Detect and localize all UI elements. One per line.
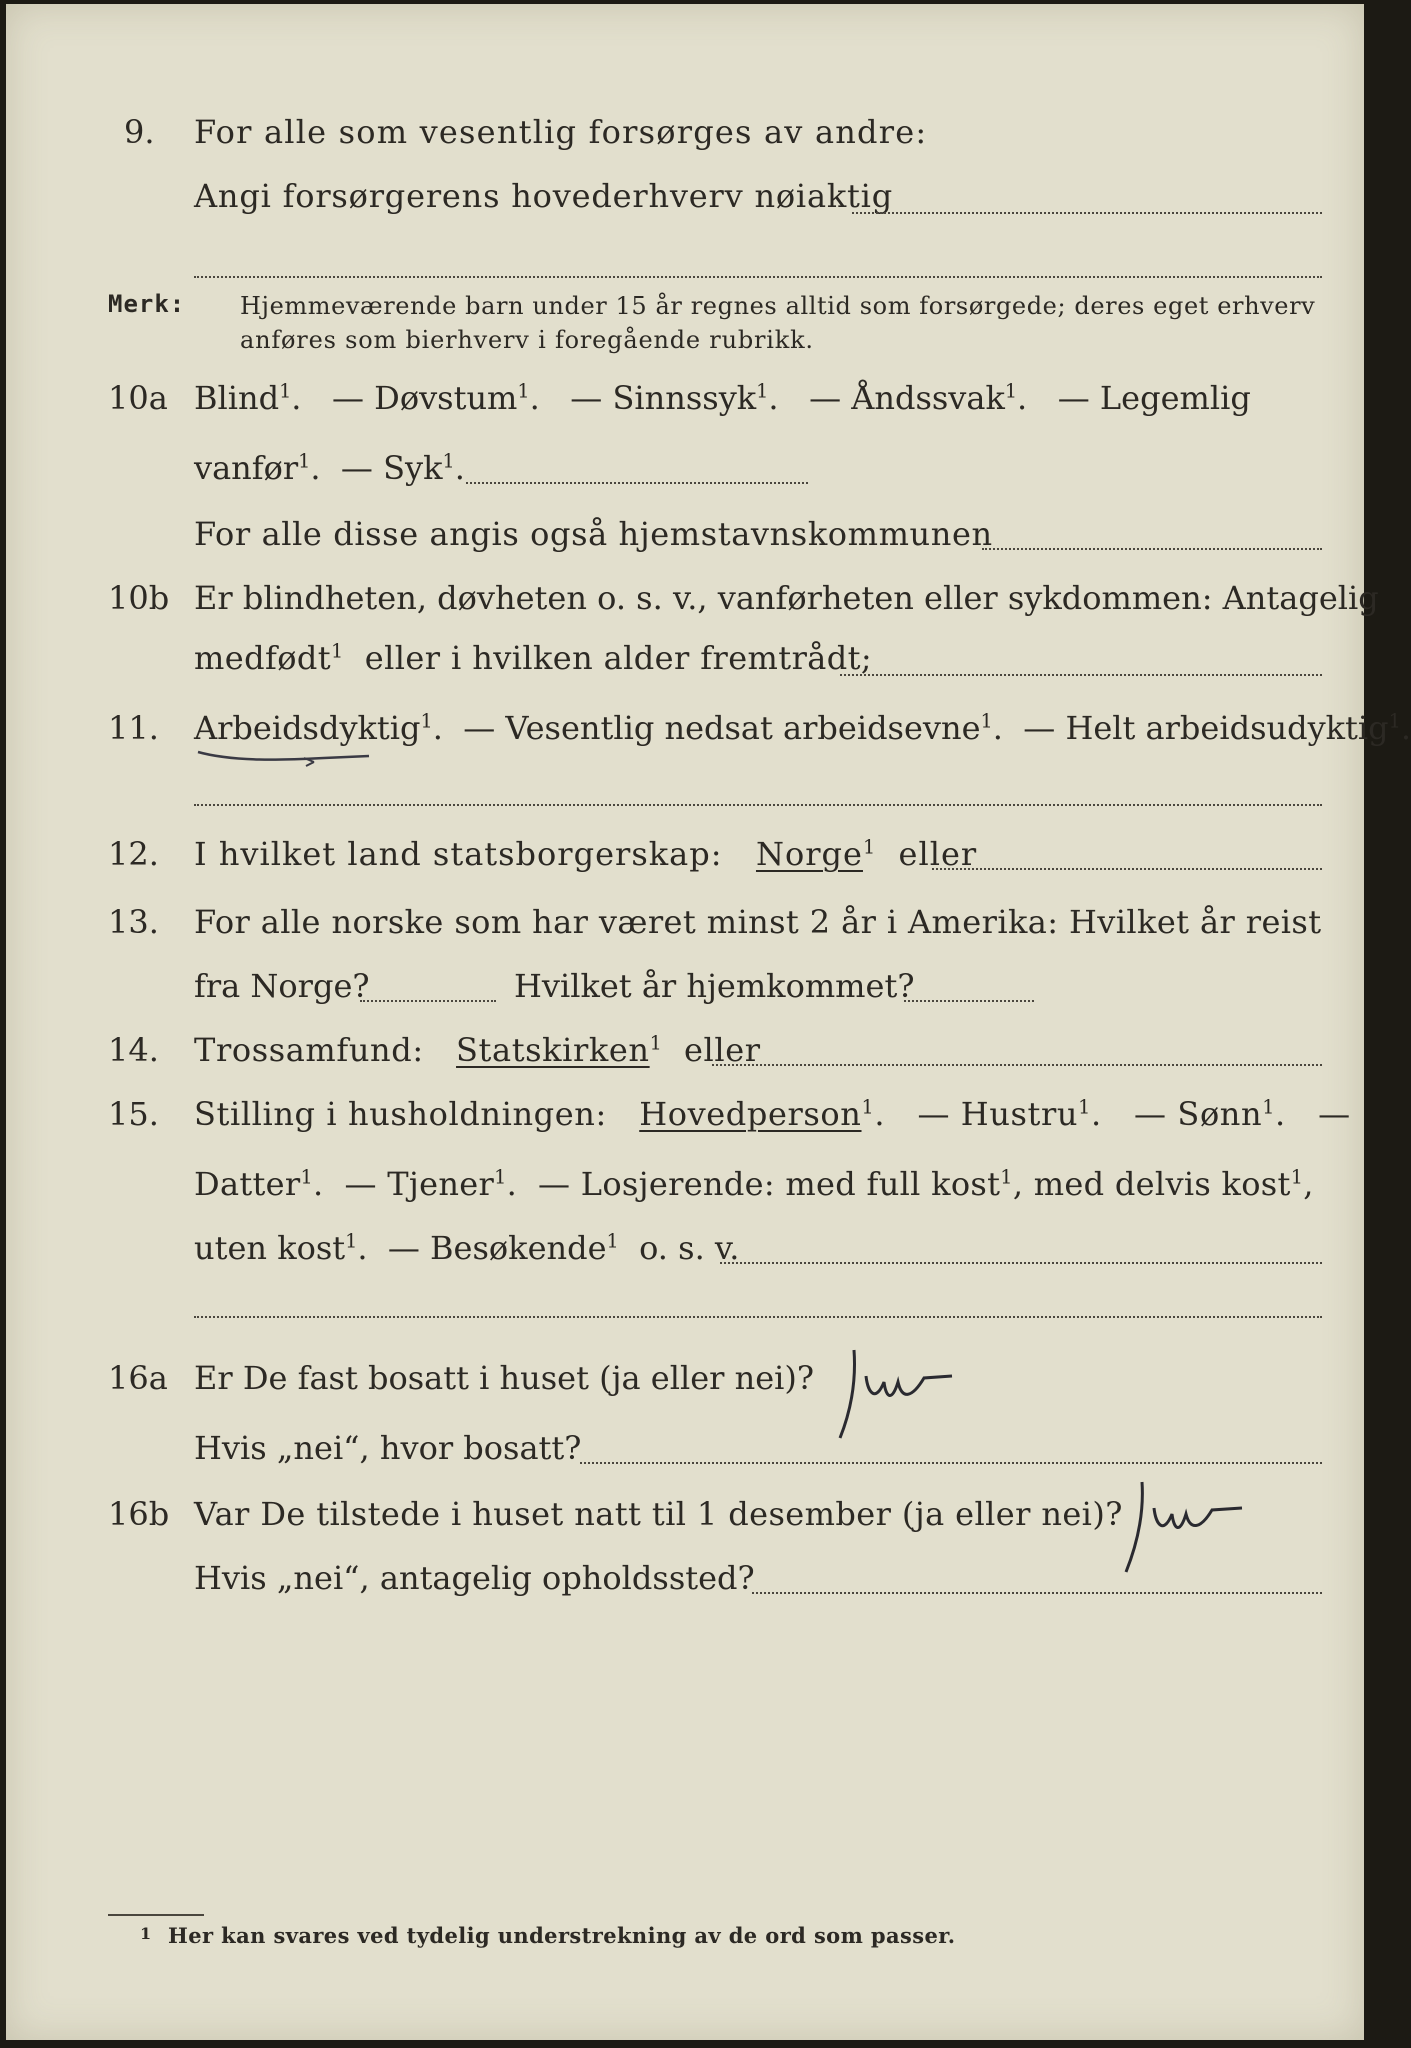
q13-hjemkommet: Hvilket år hjemkommet?: [514, 967, 915, 1005]
q10a-vanfor: vanfør: [194, 449, 299, 487]
footnote-rule: [108, 1914, 204, 1916]
q10a-syk: — Syk: [340, 449, 443, 487]
q10a-dovstum: — Døvstum: [331, 379, 518, 417]
q13-fra-norge: fra Norge?: [194, 967, 370, 1005]
q10a-legemlig: — Legemlig: [1057, 379, 1251, 417]
q12-norge: Norge: [755, 835, 863, 873]
q16b-line2: Hvis „nei“, antagelig opholdssted?: [194, 1559, 755, 1597]
q16b-number: 16b: [108, 1495, 170, 1533]
q16a-handwritten-answer: [832, 1338, 972, 1448]
q10a-vanfor-footnote-mark: 1: [298, 449, 311, 473]
q15-fullkost-footnote-mark: 1: [1000, 1165, 1013, 1189]
q15-uten-footnote-mark: 1: [345, 1229, 358, 1253]
q11-opt3-footnote-mark: 1: [1388, 709, 1401, 733]
q15-answer-line: [720, 1262, 1322, 1264]
q15-datter-footnote-mark: 1: [300, 1165, 314, 1189]
q10a-blind: Blind: [194, 379, 280, 417]
q16b-handwritten-answer: [1114, 1472, 1264, 1582]
census-form-page: [6, 4, 1411, 2040]
q10b-medfodt: medfødt: [194, 639, 332, 677]
q10a-andssvak-footnote-mark: 1: [1004, 379, 1018, 403]
q13-number: 13.: [108, 903, 159, 941]
q13-hjem-answer-line: [904, 1000, 1034, 1002]
merk-label: Merk:: [108, 290, 186, 318]
q10a-syk-footnote-mark: 1: [442, 449, 455, 473]
q12-eller: eller: [898, 835, 978, 873]
q14-answer-line: [712, 1064, 1322, 1066]
q14-line: [194, 1030, 761, 1070]
q9-line1: For alle som vesentlig forsørges av andre:: [194, 113, 928, 151]
q14-statskirken: Statskirken: [456, 1031, 650, 1069]
q10a-dovstum-footnote-mark: 1: [517, 379, 530, 403]
q14-label: Trossamfund:: [194, 1031, 424, 1069]
q15-tjener-footnote-mark: 1: [494, 1165, 507, 1189]
q15-line2: Datter$^1$. — Tjener$^1$. — Losjerende: med full kost$^1$, med delvis kost$^1$,: [194, 1165, 1314, 1203]
q15-tjener: — Tjener: [344, 1165, 495, 1203]
q10b-line1: Er blindheten, døvheten o. s. v., vanførheten eller sykdommen: Antagelig: [194, 579, 1379, 617]
q11-opt-udyktig: — Helt arbeidsudyktig: [1023, 709, 1389, 747]
q16b-answer-line: [752, 1592, 1322, 1594]
q16b-line1: Var De tilstede i huset natt til 1 desember (ja eller nei)?: [194, 1495, 1123, 1533]
q12-number: 12.: [108, 835, 159, 873]
q10b-number: 10b: [108, 579, 170, 617]
q15-uten: uten kost: [194, 1229, 346, 1267]
merk-line1: Hjemmeværende barn under 15 år regnes alltid som forsørgede; deres eget erhverv: [240, 292, 1316, 320]
q15-line3: uten kost$^1$. — Besøkende$^1$ o. s. v.: [194, 1229, 740, 1267]
q11-opt2-footnote-mark: 1: [980, 709, 993, 733]
q15-losjerende: — Losjerende: med full kost: [538, 1165, 1001, 1203]
footnote-text: Her kan svares ved tydelig understrekning av de ord som passer.: [168, 1923, 956, 1948]
q16a-answer-line: [580, 1462, 1322, 1464]
q10a-number: 10a: [108, 379, 168, 417]
q15-hovedperson-footnote-mark: 1: [861, 1095, 875, 1119]
q11-handwritten-underline: [194, 740, 394, 770]
q10a-answer-line: [466, 482, 808, 484]
q16a-number: 16a: [108, 1359, 168, 1397]
q11-answer-line: [194, 804, 1322, 806]
q15-dash: —: [1318, 1095, 1351, 1133]
q11-opt-nedsat: — Vesentlig nedsat arbeidsevne: [463, 709, 981, 747]
q12-answer-line: [932, 868, 1322, 870]
q10a-sinnssyk-footnote-mark: 1: [756, 379, 769, 403]
q12-line: [194, 834, 977, 874]
q10b-line2-rest: eller i hvilken alder fremtrådt;: [364, 639, 873, 677]
q12-text: I hvilket land statsborgerskap:: [194, 835, 723, 873]
q11-line: Arbeidsdyktig$^1$. — Vesentlig nedsat arbeidsevne$^1$. — Helt arbeidsudyktig$^1$.: [194, 709, 1411, 747]
q10a-blind-footnote-mark: 1: [279, 379, 292, 403]
q15-besokende: — Besøkende: [387, 1229, 607, 1267]
merk-line2: anføres som bierhverv i foregående rubrikk.: [240, 326, 814, 354]
q10a-andssvak: — Åndssvak: [809, 379, 1005, 417]
q10b-medfodt-footnote-mark: 1: [331, 639, 344, 663]
q15-sonn-footnote-mark: 1: [1262, 1095, 1276, 1119]
q14-statskirken-footnote-mark: 1: [649, 1031, 663, 1055]
q12-norge-footnote-mark: 1: [862, 835, 877, 859]
q10b-line2: [194, 638, 872, 678]
q15-delvis: , med delvis kost: [1012, 1165, 1291, 1203]
q9-line2: Angi forsørgerens hovederhverv nøiaktig: [194, 177, 893, 215]
q15-hovedperson: Hovedperson: [639, 1095, 862, 1133]
q15-line1: Stilling i husholdningen: Hovedperson$^1$. — Hustru$^1$. — Sønn$^1$. —: [194, 1095, 1351, 1133]
q10a-line3: For alle disse angis også hjemstavnskommunen: [194, 515, 993, 553]
q16a-line1: Er De fast bosatt i huset (ja eller nei)?: [194, 1359, 815, 1397]
q15-osv: o. s. v.: [639, 1229, 740, 1267]
q13-line1: For alle norske som har været minst 2 år i Amerika: Hvilket år reist: [194, 903, 1322, 941]
q15-datter: Datter: [194, 1165, 301, 1203]
q9-extra-answer-line: [194, 276, 1322, 278]
q16a-line2: Hvis „nei“, hvor bosatt?: [194, 1429, 582, 1467]
q15-number: 15.: [108, 1095, 159, 1133]
q15-sonn: — Sønn: [1134, 1095, 1263, 1133]
q10a-line2: vanfør$^1$. — Syk$^1$.: [194, 449, 465, 487]
q15-hustru: — Hustru: [917, 1095, 1079, 1133]
q10b-answer-line: [840, 674, 1322, 676]
q11-opt1-footnote-mark: 1: [420, 709, 433, 733]
q15-hustru-footnote-mark: 1: [1078, 1095, 1091, 1119]
q15-extra-answer-line: [194, 1316, 1322, 1318]
footnote-marker: 1: [140, 1924, 152, 1943]
q10a-line1: Blind$^1$. — Døvstum$^1$. — Sinnssyk$^1$. — Åndssvak$^1$. — Legemlig: [194, 379, 1251, 417]
q15-besokende-footnote-mark: 1: [606, 1229, 619, 1253]
q13-reist-answer-line: [360, 1000, 496, 1002]
q14-eller: eller: [684, 1031, 761, 1069]
q11-opt-arbeidsdyktig: Arbeidsdyktig: [194, 709, 421, 747]
q10a-sinnssyk: — Sinnssyk: [570, 379, 757, 417]
q9-answer-line: [852, 212, 1322, 214]
q15-label: Stilling i husholdningen:: [194, 1095, 607, 1133]
q9-number: 9.: [124, 113, 155, 151]
q11-number: 11.: [108, 709, 159, 747]
q10a-hjemstavn-line: [982, 548, 1322, 550]
q15-delvis-footnote-mark: 1: [1290, 1165, 1304, 1189]
q14-number: 14.: [108, 1031, 159, 1069]
